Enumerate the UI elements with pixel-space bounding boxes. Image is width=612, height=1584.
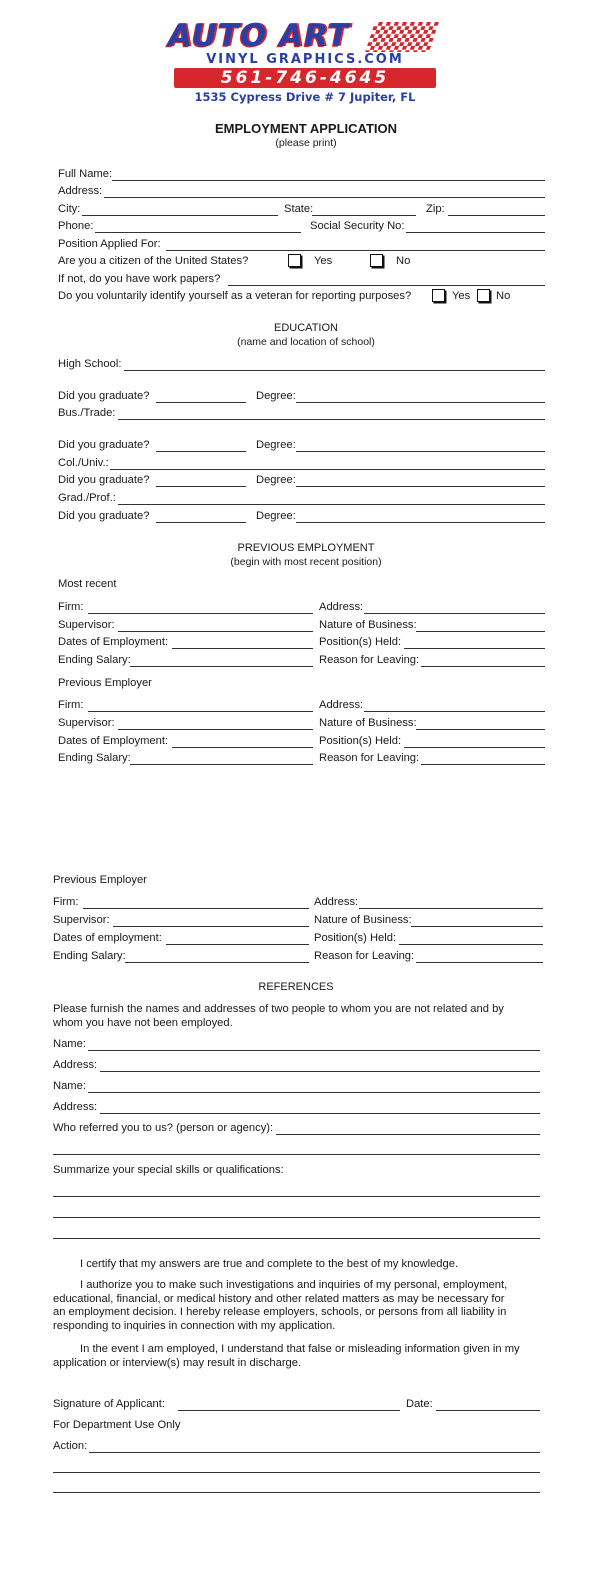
certify-paragraph-1: I certify that my answers are true and complete to the best of my knowledge. [80, 1258, 459, 1270]
zip-label: Zip: [426, 203, 445, 215]
most-recent-label: Most recent [58, 578, 117, 590]
ref2-name-field[interactable] [88, 1092, 540, 1093]
signature-field[interactable] [178, 1410, 400, 1411]
position-label: Position Applied For: [58, 238, 161, 250]
skills-line-1[interactable] [53, 1196, 540, 1197]
date-label: Date: [406, 1398, 433, 1410]
ref2-address-label: Address: [53, 1101, 98, 1113]
job2-dates-label: Dates of Employment: [58, 735, 169, 747]
citizen-no-label: No [396, 255, 411, 267]
job1-nature-field[interactable] [416, 631, 545, 632]
action-label: Action: [53, 1440, 88, 1452]
state-field[interactable] [312, 215, 416, 216]
position-field[interactable] [166, 250, 545, 251]
phone-field[interactable] [95, 232, 301, 233]
ref2-address-field[interactable] [100, 1113, 540, 1114]
bt-graduate-field[interactable] [156, 451, 246, 452]
city-field[interactable] [82, 215, 278, 216]
job3-nature-field[interactable] [411, 926, 543, 927]
references-intro-1: Please furnish the names and addresses of two people to whom you are not related and by [53, 1003, 504, 1015]
citizen-no-checkbox[interactable] [370, 254, 383, 267]
employment-subheading: (begin with most recent position) [230, 556, 382, 568]
job1-dates-field[interactable] [172, 648, 313, 649]
bt-degree-label: Degree: [256, 439, 296, 451]
hs-graduate-field[interactable] [156, 402, 246, 403]
ref1-name-field[interactable] [88, 1050, 540, 1051]
job2-address-field[interactable] [364, 711, 545, 712]
veteran-no-label: No [496, 290, 511, 302]
hs-graduate-label: Did you graduate? [58, 390, 150, 402]
job3-dates-label: Dates of employment: [53, 932, 162, 944]
department-use-label: For Department Use Only [53, 1419, 181, 1431]
state-label: State: [284, 203, 314, 215]
job1-salary-field[interactable] [130, 666, 313, 667]
ref1-address-field[interactable] [100, 1071, 540, 1072]
job2-reason-field[interactable] [421, 764, 545, 765]
job2-nature-label: Nature of Business: [319, 717, 417, 729]
bus-trade-field[interactable] [118, 419, 545, 420]
employment-heading: PREVIOUS EMPLOYMENT [237, 542, 375, 554]
action-line-2[interactable] [53, 1472, 540, 1473]
referred-field-line-2[interactable] [53, 1154, 540, 1155]
action-line-3[interactable] [53, 1492, 540, 1493]
job1-positions-label: Position(s) Held: [319, 636, 402, 648]
skills-line-3[interactable] [53, 1238, 540, 1239]
signature-label: Signature of Applicant: [53, 1398, 165, 1410]
job2-supervisor-label: Supervisor: [58, 717, 115, 729]
skills-line-2[interactable] [53, 1217, 540, 1218]
certify-p2-line-2: educational, financial, or medical history and other related matters as may be necessary for [53, 1292, 505, 1305]
gp-degree-field[interactable] [296, 522, 545, 523]
referred-field[interactable] [276, 1134, 540, 1135]
logo-subtitle: VINYL GRAPHICS.COM [206, 52, 404, 67]
citizen-label: Are you a citizen of the United States? [58, 255, 249, 267]
skills-label: Summarize your special skills or qualifications: [53, 1164, 284, 1176]
references-heading: REFERENCES [258, 981, 334, 993]
full-name-label: Full Name: [58, 168, 113, 180]
job2-supervisor-field[interactable] [118, 729, 313, 730]
gp-degree-label: Degree: [256, 510, 296, 522]
job3-salary-field[interactable] [125, 962, 309, 963]
address-field[interactable] [104, 197, 545, 198]
veteran-yes-label: Yes [452, 290, 471, 302]
city-label: City: [58, 203, 81, 215]
logo-name: AUTO ART [168, 18, 350, 54]
job3-salary-label: Ending Salary: [53, 950, 126, 962]
previous-employer-label: Previous Employer [58, 677, 152, 689]
cu-graduate-label: Did you graduate? [58, 474, 150, 486]
job1-firm-field[interactable] [88, 613, 313, 614]
job3-positions-label: Position(s) Held: [314, 932, 397, 944]
job3-firm-field[interactable] [83, 908, 309, 909]
certify-p2-line-1: I authorize you to make such investigations and inquiries of my personal, employment, [80, 1279, 508, 1291]
hs-degree-label: Degree: [256, 390, 296, 402]
date-field[interactable] [436, 1410, 540, 1411]
form-subtitle: (please print) [275, 137, 337, 149]
bus-trade-label: Bus./Trade: [58, 407, 116, 419]
ref2-name-label: Name: [53, 1080, 86, 1092]
job3-positions-field[interactable] [399, 944, 543, 945]
education-subheading: (name and location of school) [237, 336, 375, 348]
previous-employer-2-label: Previous Employer [53, 874, 147, 886]
hs-degree-field[interactable] [296, 402, 545, 403]
veteran-label: Do you voluntarily identify yourself as a veteran for reporting purposes? [58, 290, 412, 302]
gp-graduate-label: Did you graduate? [58, 510, 150, 522]
job1-salary-label: Ending Salary: [58, 654, 131, 666]
job1-supervisor-label: Supervisor: [58, 619, 115, 631]
certify-p2-line-4: responding to inquiries in connection with my application. [53, 1319, 336, 1332]
job2-salary-label: Ending Salary: [58, 752, 131, 764]
job3-reason-label: Reason for Leaving: [314, 950, 415, 962]
full-name-field[interactable] [112, 180, 545, 181]
job1-positions-field[interactable] [404, 648, 545, 649]
high-school-label: High School: [58, 358, 122, 370]
job2-firm-field[interactable] [88, 711, 313, 712]
job2-address-label: Address: [319, 699, 364, 711]
logo-address: 1535 Cypress Drive # 7 Jupiter, FL [194, 90, 416, 104]
veteran-no-checkbox[interactable] [477, 289, 490, 302]
checkered-flag-icon [365, 22, 439, 52]
work-papers-field[interactable] [228, 285, 545, 286]
job2-reason-label: Reason for Leaving: [319, 752, 420, 764]
job1-address-field[interactable] [364, 613, 545, 614]
job1-dates-label: Dates of Employment: [58, 636, 169, 648]
job1-address-label: Address: [319, 601, 364, 613]
certify-paragraph-3 [53, 1343, 553, 1370]
high-school-field[interactable] [124, 370, 545, 371]
referred-label: Who referred you to us? (person or agency): [53, 1122, 274, 1134]
job2-nature-field[interactable] [416, 729, 545, 730]
ref1-name-label: Name: [53, 1038, 86, 1050]
job3-reason-field[interactable] [416, 962, 543, 963]
job1-reason-field[interactable] [421, 666, 545, 667]
certify-p3-line-2: application or interview(s) may result in discharge. [53, 1356, 302, 1369]
col-univ-label: Col./Univ.: [58, 457, 109, 469]
ssn-field[interactable] [406, 232, 545, 233]
references-intro-2: whom you have not been employed. [53, 1017, 233, 1029]
ref1-address-label: Address: [53, 1059, 98, 1071]
certify-paragraph-2 [53, 1279, 553, 1333]
job2-salary-field[interactable] [130, 764, 313, 765]
job2-positions-label: Position(s) Held: [319, 735, 402, 747]
grad-prof-field[interactable] [118, 504, 545, 505]
cu-degree-label: Degree: [256, 474, 296, 486]
education-heading: EDUCATION [274, 322, 338, 334]
job1-supervisor-field[interactable] [118, 631, 313, 632]
job2-firm-label: Firm: [58, 699, 84, 711]
job3-firm-label: Firm: [53, 896, 79, 908]
form-title: EMPLOYMENT APPLICATION [215, 121, 397, 136]
job1-reason-label: Reason for Leaving: [319, 654, 420, 666]
cu-degree-field[interactable] [296, 486, 545, 487]
gp-graduate-field[interactable] [156, 522, 246, 523]
cu-graduate-field[interactable] [156, 486, 246, 487]
bt-degree-field[interactable] [296, 451, 545, 452]
company-logo [160, 18, 450, 106]
certify-p2-line-3: an employment decision. I hereby release employers, schools, or persons from all liability in [53, 1306, 507, 1319]
work-papers-label: If not, do you have work papers? [58, 273, 221, 285]
citizen-yes-label: Yes [314, 255, 333, 267]
ssn-label: Social Security No: [310, 220, 405, 232]
certify-p3-line-1: In the event I am employed, I understand that false or misleading information given in my [80, 1343, 520, 1355]
job2-positions-field[interactable] [404, 747, 545, 748]
phone-label: Phone: [58, 220, 94, 232]
col-univ-field[interactable] [110, 469, 545, 470]
logo-phone: 561-746-4645 [174, 68, 436, 88]
job1-firm-label: Firm: [58, 601, 84, 613]
job3-address-field[interactable] [359, 908, 543, 909]
job3-nature-label: Nature of Business: [314, 914, 412, 926]
veteran-yes-checkbox[interactable] [432, 289, 445, 302]
job3-supervisor-field[interactable] [113, 926, 309, 927]
grad-prof-label: Grad./Prof.: [58, 492, 116, 504]
address-label: Address: [58, 185, 103, 197]
job1-nature-label: Nature of Business: [319, 619, 417, 631]
citizen-yes-checkbox[interactable] [288, 254, 301, 267]
job3-supervisor-label: Supervisor: [53, 914, 110, 926]
bt-graduate-label: Did you graduate? [58, 439, 150, 451]
job3-address-label: Address: [314, 896, 359, 908]
zip-field[interactable] [448, 215, 545, 216]
job3-dates-field[interactable] [166, 944, 309, 945]
action-field[interactable] [89, 1452, 540, 1453]
job2-dates-field[interactable] [172, 747, 313, 748]
